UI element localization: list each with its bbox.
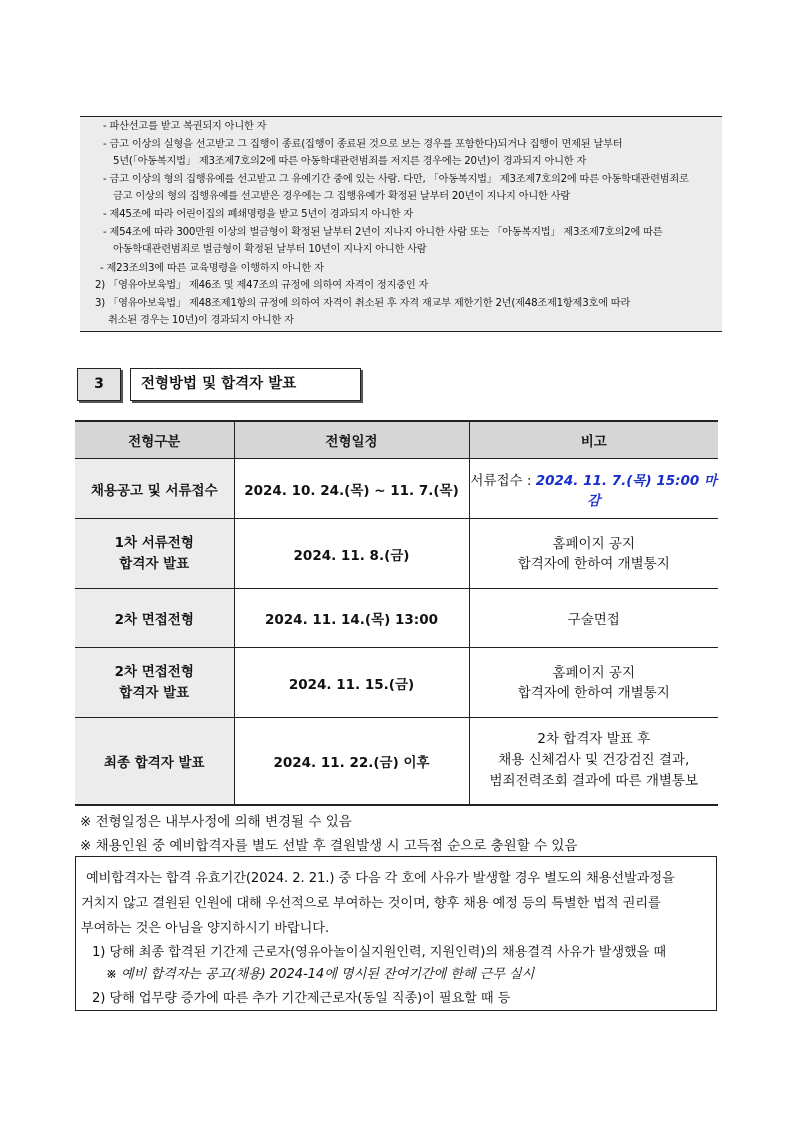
stage-cell: 최종 합격자 발표 [75,718,234,805]
header-stage: 전형구분 [75,421,234,459]
table-row [75,718,718,805]
note-cell [469,459,718,519]
reserve-note: ※ 채용인원 중 예비합격자를 별도 선발 후 결원발생 시 고득점 순으로 충원할 수 있음 [80,838,578,854]
stage-cell: 채용공고 및 서류접수 [75,459,234,519]
schedule-cell: 2024. 10. 24.(목) ~ 11. 7.(목) [234,459,469,519]
table-row [75,519,718,589]
stage-cell: 2차 면접전형 [75,589,234,648]
stage-cell: 2차 면접전형 합격자 발표 [75,648,234,718]
reserve-line: 2) 당해 업무량 증가에 따른 추가 기간제근로자(동일 직종)이 필요할 때 등 [92,991,511,1006]
reserve-line: 예비합격자는 합격 유효기간(2024. 2. 21.) 중 다음 각 호에 사유가 발생할 경우 별도의 채용선발과정을 [86,871,675,886]
note-prefix: 서류접수 : [470,472,536,489]
note-cell: 홈페이지 공지 합격자에 한하여 개별통지 [469,519,718,589]
reserve-line: 거치지 않고 결원된 인원에 대해 우선적으로 부여하는 것이며, 향후 채용 예정 등의 특별한 법적 권리를 [81,896,661,911]
reserve-line: 부여하는 것은 아님을 양지하시기 바랍니다. [81,921,329,936]
disqualification-line: 2) 「영유아보육법」 제46조 및 제47조의 규정에 의하여 자격이 정지중인 자 [95,280,429,291]
disqualification-line: 취소된 경우는 10년)이 경과되지 아니한 자 [108,315,294,326]
disqualification-line: 3) 「영유아보육법」 제48조제1항의 규정에 의하여 자격이 취소된 후 자격 재교부 제한기한 2년(제48조제1항제3호에 따라 [95,298,631,309]
header-note: 비고 [469,421,718,459]
disqualification-line: - 제54조에 따라 300만원 이상의 벌금형이 확정된 날부터 2년이 지나지 아니한 사람 또는 「아동복지법」 제3조제7호의2에 따른 [103,227,663,238]
disqualification-line: 금고 이상의 형의 집행유예를 선고받은 경우에는 그 집행유예가 확정된 날부터 20년이 지나지 아니한 사람 [113,191,570,202]
stage-cell: 1차 서류전형 합격자 발표 [75,519,234,589]
note-cell: 구술면접 [469,589,718,648]
table-row [75,459,718,519]
schedule-table [75,420,718,806]
schedule-cell: 2024. 11. 8.(금) [234,519,469,589]
disqualification-line: - 금고 이상의 형의 집행유예를 선고받고 그 유예기간 중에 있는 사람. 다만, 「아동복지법」 제3조제7호의2에 따른 아동학대관련범죄로 [103,174,689,185]
section-title: 전형방법 및 합격자 발표 [130,368,361,401]
header-schedule: 전형일정 [234,421,469,459]
reserve-line: 1) 당해 최종 합격된 기간제 근로자(영유아놀이실지원인력, 지원인력)의 채용결격 사유가 발생했을 때 [92,945,666,960]
schedule-cell: 2024. 11. 15.(금) [234,648,469,718]
schedule-cell: 2024. 11. 22.(금) 이후 [234,718,469,805]
table-header-row [75,421,718,459]
section-number: 3 [77,368,121,401]
disqualification-line: 아동학대관련범죄로 벌금형이 확정된 날부터 10년이 지나지 아니한 사람 [113,244,427,255]
table-row [75,589,718,648]
disqualification-box [80,116,722,332]
schedule-note: ※ 전형일정은 내부사정에 의해 변경될 수 있음 [80,814,352,830]
disqualification-line: 5년(「아동복지법」 제3조제7호의2에 따른 아동학대관련범죄를 저지른 경우에는 20년)이 경과되지 아니한 자 [113,156,587,167]
disqualification-line: - 제23조의3에 따른 교육명령을 이행하지 아니한 자 [100,263,324,274]
disqualification-line: - 금고 이상의 실형을 선고받고 그 집행이 종료(집행이 종료된 것으로 보는 경우를 포함한다)되거나 집행이 면제된 날부터 [103,139,623,150]
note-cell: 홈페이지 공지 합격자에 한하여 개별통지 [469,648,718,718]
disqualification-line: - 제45조에 따라 어린이집의 폐쇄명령을 받고 5년이 경과되지 아니한 자 [103,209,413,220]
reserve-line: ※ 예비 합격자는 공고(채용) 2024-14에 명시된 잔여기간에 한해 근무 실시 [106,967,535,982]
table-row [75,648,718,718]
note-cell: 2차 합격자 발표 후 채용 신체검사 및 건강검진 결과, 범죄전력조회 결과에 따른 개별통보 [469,718,718,805]
schedule-cell: 2024. 11. 14.(목) 13:00 [234,589,469,648]
reserve-info-box [75,856,717,1011]
disqualification-line: - 파산선고를 받고 복권되지 아니한 자 [103,121,267,132]
deadline-highlight: 2024. 11. 7.(목) 15:00 마감 [535,472,718,509]
